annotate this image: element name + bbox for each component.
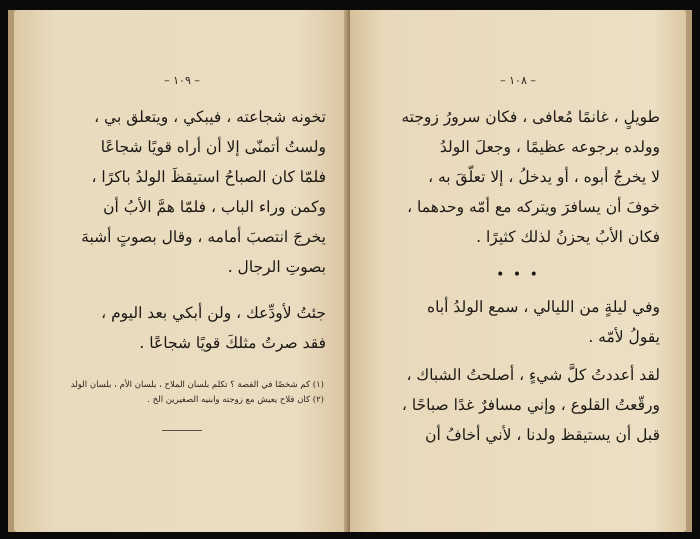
right-page-body	[368, 102, 660, 252]
section-separator: • • •	[496, 267, 540, 283]
open-book	[8, 10, 692, 532]
text-line: فقد صرتُ مثلكَ قويًا شجاعًا .	[139, 334, 326, 352]
text-line: يقولُ لأمّه .	[588, 328, 660, 346]
text-line: لقد أعددتُ كلَّ شيءٍ ، أصلحتُ الشباك ،	[406, 366, 660, 384]
footnote-rule	[162, 430, 202, 431]
text-line: فلمّا كان الصباحُ استيقظَ الولدُ باكرًا ،	[91, 168, 326, 186]
left-page-number: – ١٠٩ –	[164, 74, 200, 87]
text-line: فكان الأبُ يحزنُ لذلك كثيرًا .	[476, 228, 660, 246]
footnote: (٢) كان فلاح يعيش مع زوجته وابنيه الصغيرين الخ .	[147, 395, 324, 405]
text-line: ورقّعتُ القلوع ، وإني مسافرٌ غدًا صباحًا ،	[401, 396, 660, 414]
left-page-body	[34, 102, 326, 282]
text-line: خوفَ أن يسافرَ ويتركه مع أمّه وحدهما ،	[407, 198, 660, 216]
right-page-dialogue	[368, 360, 660, 450]
text-line: طويلٍ ، غانمًا مُعافى ، فكان سرورُ زوجته	[401, 108, 660, 126]
right-page-number: – ١٠٨ –	[500, 74, 536, 87]
text-line: قبل أن يستيقظ ولدنا ، لأني أخافُ أن	[425, 426, 660, 444]
text-line: يخرجَ انتصبَ أمامه ، وقال بصوتٍ أشبهَ	[81, 228, 326, 246]
text-line: تخونه شجاعته ، فيبكي ، ويتعلق بي ،	[94, 108, 326, 126]
left-page	[14, 10, 350, 532]
text-line: ولستُ أتمنّى إلا أن أراه قويًا شجاعًا	[100, 138, 326, 156]
text-line: بصوتِ الرجال .	[227, 258, 326, 276]
footnote: (١) كم شخصًا في القصة ؟ تكلم بلسان الملاح ، بلسان الأم ، بلسان الولد	[70, 380, 324, 390]
right-page-body-2	[368, 292, 660, 352]
text-line: لا يخرجُ أبوه ، أو يدخلُ ، إلا تعلّقَ به ،	[428, 168, 660, 186]
text-line: وفي ليلةٍ من الليالي ، سمع الولدُ أباه	[426, 298, 660, 316]
text-line: وولده برجوعه عظيمًا ، وجعلَ الولدُ	[439, 138, 660, 156]
right-page	[350, 10, 686, 532]
footnotes	[34, 378, 324, 408]
left-page-dialogue	[34, 298, 326, 358]
text-line: وكمن وراء الباب ، فلمّا همَّ الأبُ أن	[103, 198, 326, 216]
text-line: جئتُ لأودِّعك ، ولن أبكي بعد اليوم ،	[101, 304, 326, 322]
